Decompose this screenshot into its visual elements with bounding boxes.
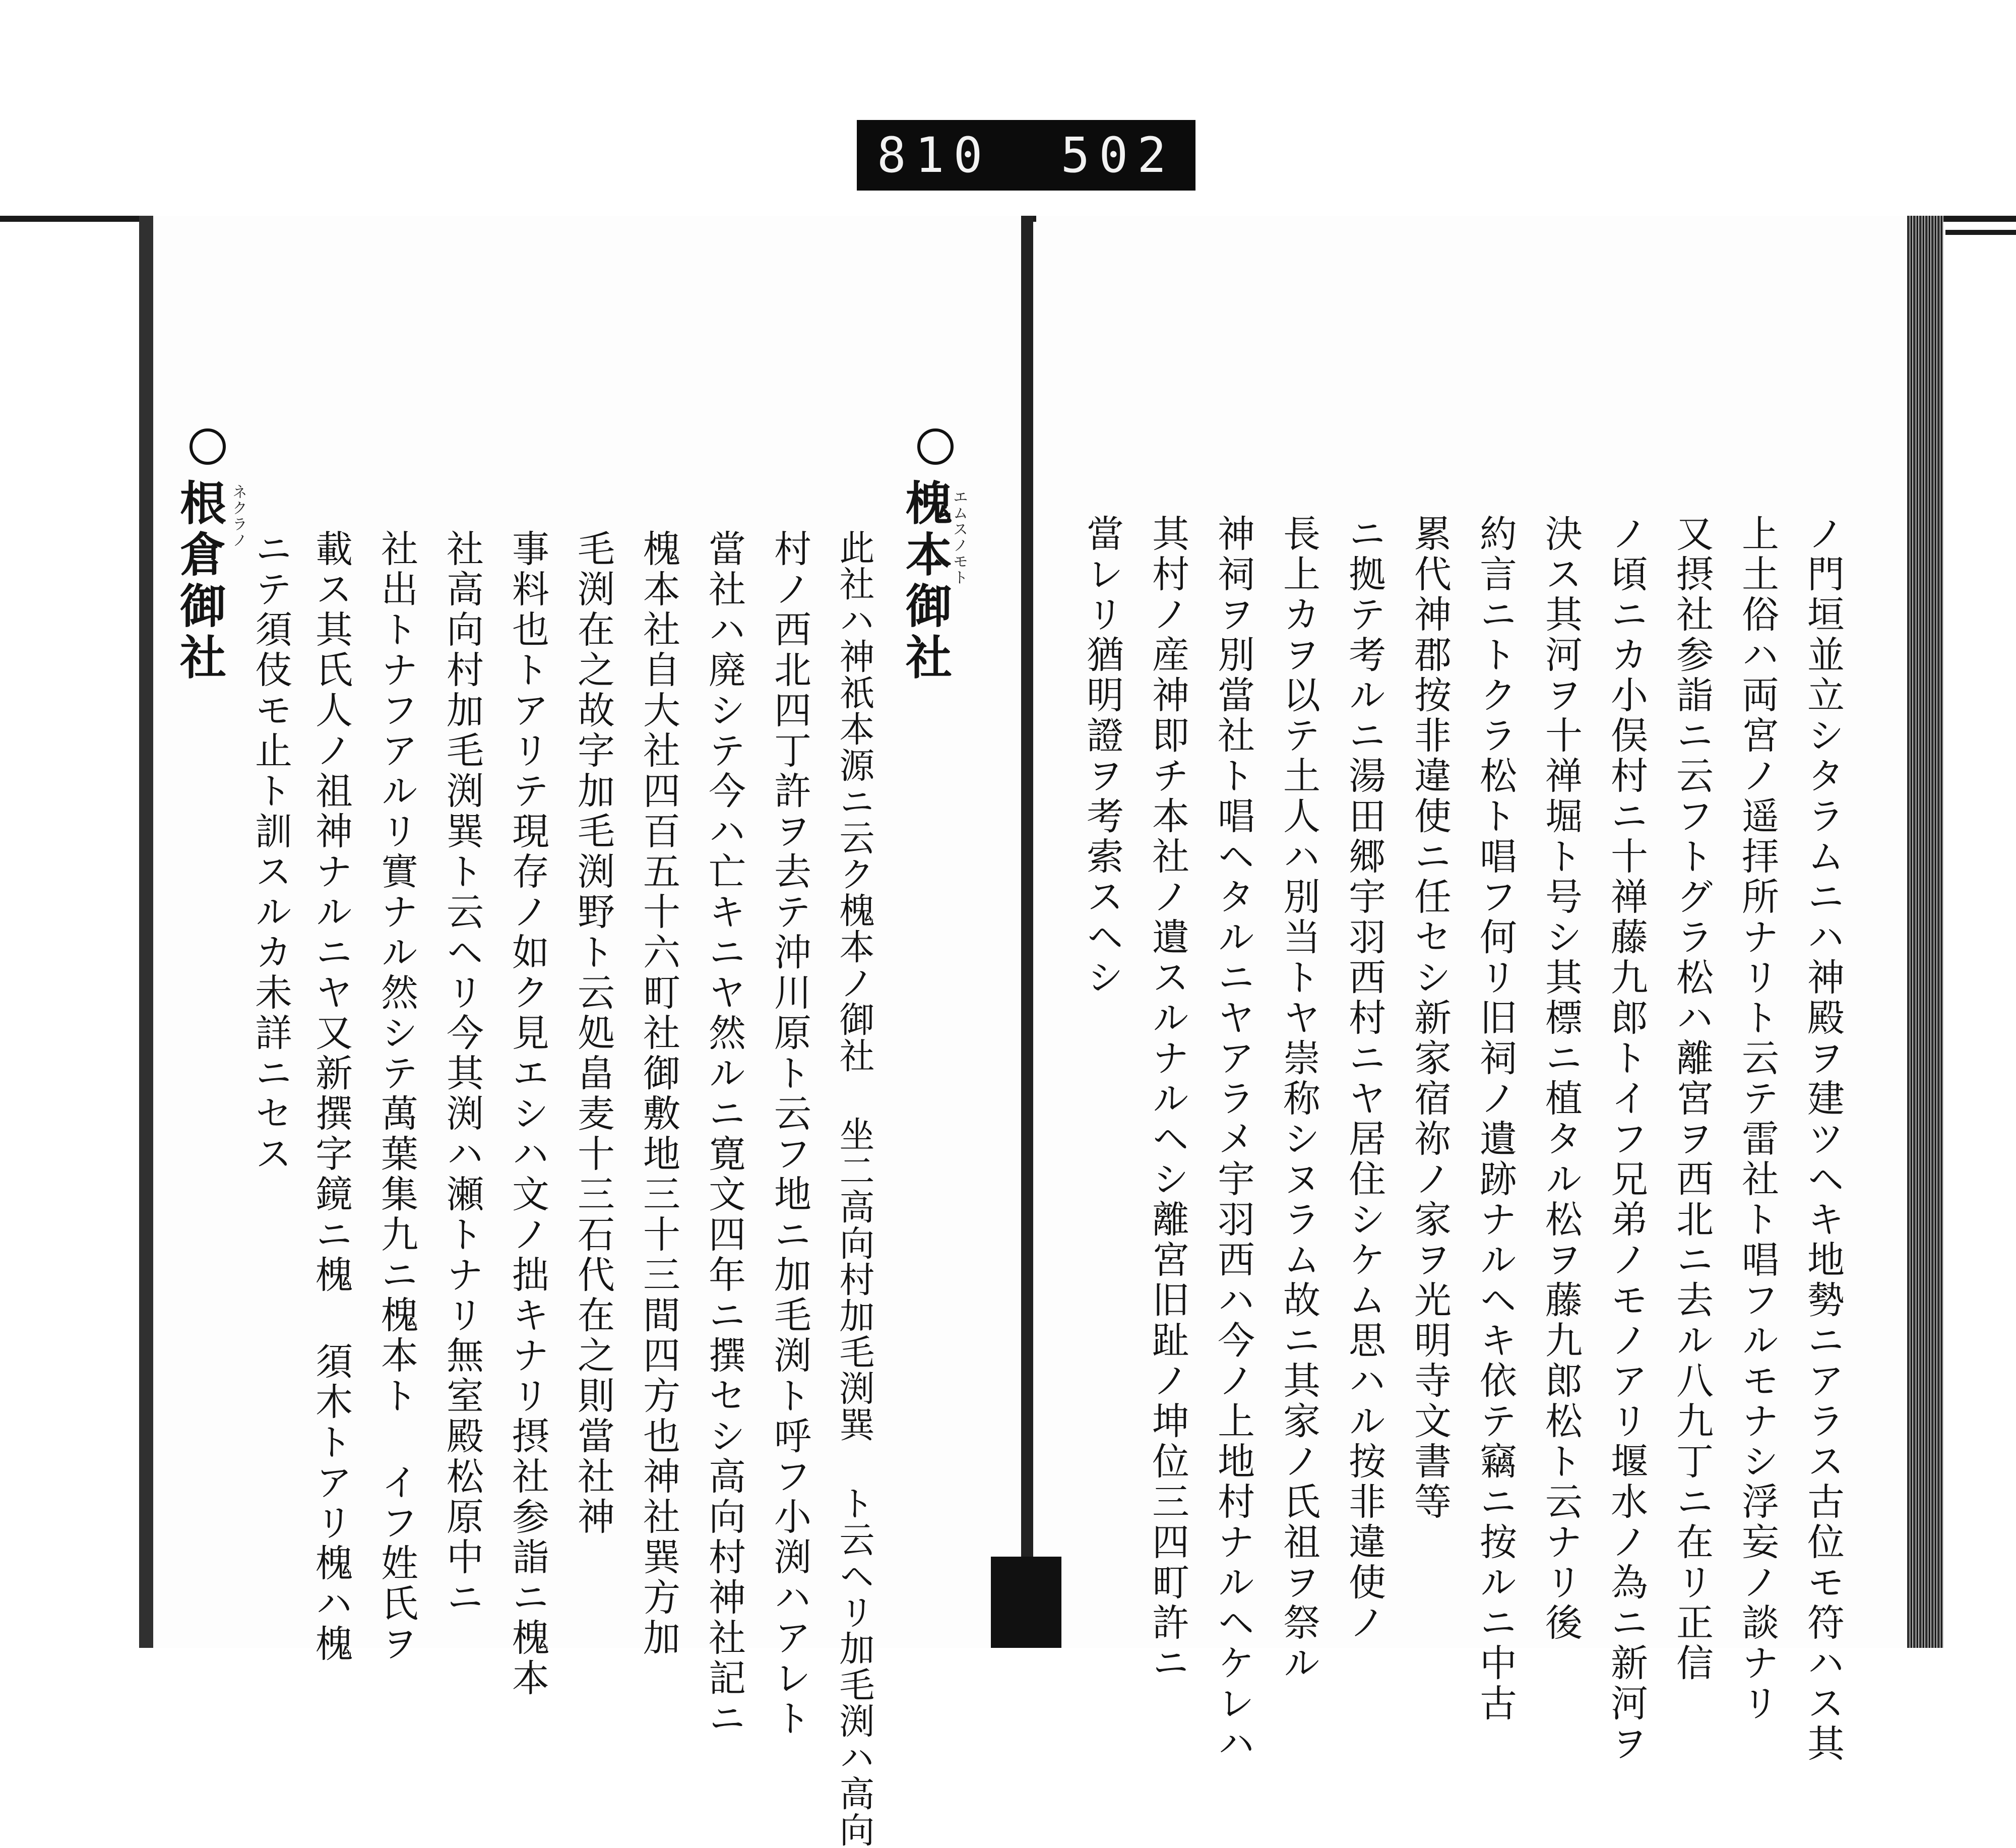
left-col-9: 載ス其氏人ノ祖神ナルニヤ又新撰字鏡ニ槐 須木トアリ槐ハ槐 (309, 529, 353, 1665)
book-spine-foot (991, 1557, 1061, 1648)
heading-2-reading: ネクラノ (229, 484, 247, 548)
entry-marker-2 (190, 428, 226, 465)
microfilm-page-label (857, 120, 1195, 191)
heading-2: 根倉御社 (172, 479, 227, 685)
heading-1-reading: エムスノモト (950, 489, 968, 586)
label-left-number: 810 (877, 127, 992, 183)
heading-1: 槐本御社 (898, 479, 953, 685)
entry-marker-1 (917, 428, 954, 465)
left-col-7: 社高向村加毛渕巽ト云ヘリ今其渕ハ瀬トナリ無室殿松原中ニ (440, 529, 484, 1618)
label-right-number: 502 (1060, 127, 1175, 183)
left-col-6: 事料也トアリテ現存ノ如ク見エシハ文ノ拙キナリ摂社参詣ニ槐本 (506, 529, 549, 1699)
left-col-5: 毛渕在之故字加毛渕野ト云処畠麦十三石代在之則當社神 (572, 529, 615, 1537)
right-col-4: ノ頃ニカ小俣村ニ十禅藤九郎トイフ兄弟ノモノアリ堰水ノ為ニ新河ヲ (1605, 514, 1648, 1764)
right-col-12: 當レリ猶明證ヲ考索スヘシ (1081, 514, 1124, 998)
right-col-1: ノ門垣並立シタラムニハ神殿ヲ建ツヘキ地勢ニアラス古位モ符ハス其 (1801, 514, 1845, 1764)
right-col-8: ニ拠テ考ルニ湯田郷宇羽西村ニヤ居住シケム思ハル按非違使ノ (1343, 514, 1386, 1643)
book-spine (1021, 216, 1033, 1648)
right-col-7: 累代神郡按非違使ニ任セシ新家宿祢ノ家ヲ光明寺文書等 (1408, 514, 1452, 1522)
right-col-10: 神祠ヲ別當社ト唱ヘタルニヤアラメ宇羽西ハ今ノ上地村ナルヘケレハ (1212, 514, 1255, 1764)
left-col-4: 槐本社自大社四百五十六町社御敷地三十三間四方也神社巽方加 (637, 529, 680, 1658)
left-col-3: 當社ハ廃シテ今ハ亡キニヤ然ルニ寛文四年ニ撰セシ高向村神社記ニ (703, 529, 746, 1739)
top-frame-line-right (1945, 230, 2016, 235)
right-col-11: 其村ノ産神即チ本社ノ遺スルナルヘシ離宮旧趾ノ坤位三四町許ニ (1146, 514, 1189, 1684)
right-col-6: 約言ニトクラ松ト唱フ何リ旧祠ノ遺跡ナルヘキ依テ竊ニ按ルニ中古 (1474, 514, 1517, 1724)
right-col-9: 長上カヲ以テ土人ハ別当トヤ崇称シヌラム故ニ其家ノ氏祖ヲ祭ル (1277, 514, 1320, 1684)
left-col-2: 村ノ西北四丁許ヲ去テ沖川原ト云フ地ニ加毛渕ト呼フ小渕ハアレト (768, 529, 811, 1739)
left-col-1: 此社ハ神祇本源ニ云ク槐本ノ御社 坐二高向村加毛渕巽 ト云ヘリ加毛渕ハ高向 (834, 529, 875, 1848)
left-col-10: ニテ須伎モ止ト訓スルカ未詳ニセス (249, 529, 292, 1175)
left-col-8: 社出トナフアルリ實ナル然シテ萬葉集九ニ槐本ト イフ姓氏ヲ (375, 529, 418, 1665)
right-col-2: 上土俗ハ両宮ノ遥拝所ナリト云テ雷社ト唱フルモナシ浮妄ノ談ナリ (1736, 514, 1779, 1724)
right-col-5: 決ス其河ヲ十禅堀ト号シ其標ニ植タル松ヲ藤九郎松ト云ナリ後 (1539, 514, 1583, 1643)
right-col-3: 又摂社参詣ニ云フトグラ松ハ離宮ヲ西北ニ去ル八九丁ニ在リ正信 (1670, 514, 1714, 1684)
page-edges (1907, 216, 1943, 1648)
